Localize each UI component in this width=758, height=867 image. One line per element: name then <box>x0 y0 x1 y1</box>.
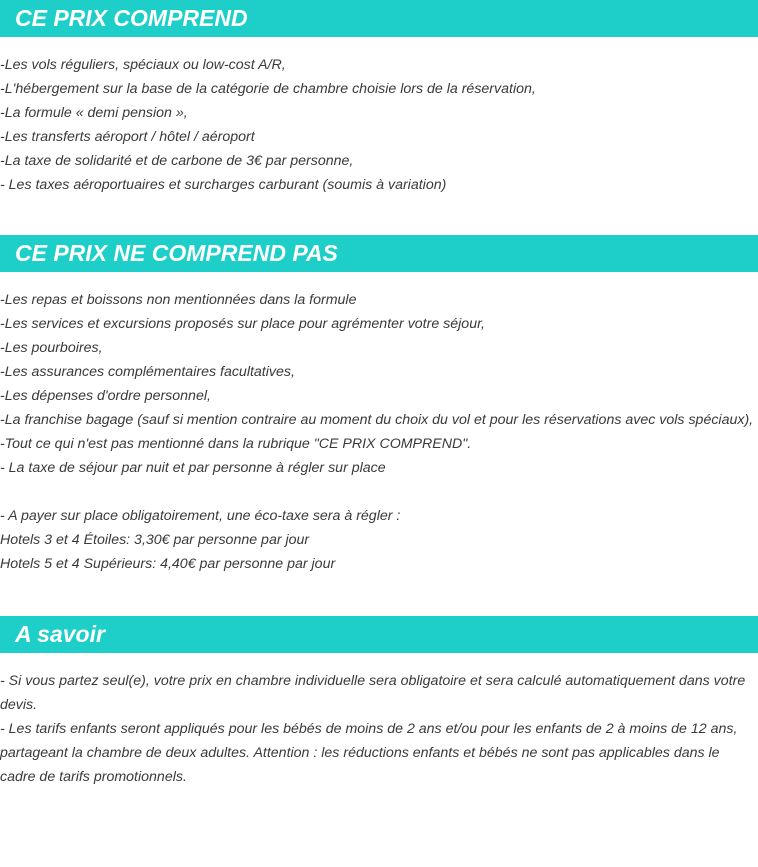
section-body-includes <box>0 37 758 197</box>
list-item: -La formule « demi pension », <box>0 105 188 121</box>
section-header-includes: CE PRIX COMPREND <box>0 0 758 37</box>
section-spacer <box>0 197 758 235</box>
list-item: - La taxe de séjour par nuit et par personne à régler sur place <box>0 460 386 476</box>
section-body-good-to-know <box>0 653 758 789</box>
section-excludes <box>0 235 758 576</box>
section-header-excludes: CE PRIX NE COMPREND PAS <box>0 235 758 272</box>
list-item: -La franchise bagage (sauf si mention contraire au moment du choix du vol et pour les réservations avec vols spéciaux), <box>0 412 754 428</box>
list-item-blank <box>0 480 758 504</box>
list-item: -Les repas et boissons non mentionnées dans la formule <box>0 292 357 308</box>
list-item: -Les services et excursions proposés sur place pour agrémenter votre séjour, <box>0 316 485 332</box>
list-item: -Les vols réguliers, spéciaux ou low-cost A/R, <box>0 57 286 73</box>
section-header-good-to-know: A savoir <box>0 616 758 653</box>
paragraph: - Si vous partez seul(e), votre prix en chambre individuelle sera obligatoire et sera calculé automatiquement dans votre devis. <box>0 673 746 713</box>
list-item: - A payer sur place obligatoirement, une éco-taxe sera à régler : <box>0 508 401 524</box>
list-item: -Les transferts aéroport / hôtel / aéroport <box>0 129 255 145</box>
list-item: -Les assurances complémentaires facultatives, <box>0 364 295 380</box>
list-item: -La taxe de solidarité et de carbone de 3€ par personne, <box>0 153 354 169</box>
section-body-excludes <box>0 272 758 576</box>
section-spacer <box>0 576 758 616</box>
list-item: -Les pourboires, <box>0 340 103 356</box>
list-item: - Les taxes aéroportuaires et surcharges carburant (soumis à variation) <box>0 177 447 193</box>
list-item: Hotels 5 et 4 Supérieurs: 4,40€ par personne par jour <box>0 556 336 572</box>
list-item: -L'hébergement sur la base de la catégorie de chambre choisie lors de la réservation, <box>0 81 536 97</box>
paragraph: - Les tarifs enfants seront appliqués pour les bébés de moins de 2 ans et/ou pour les enfants de 2 à moins de 12 ans, partageant la chambre de deux adultes. Attention : les réductions enfants et bébés ne sont pas applicables dans le cadre de tarifs promotionnels. <box>0 721 738 785</box>
list-item: -Les dépenses d'ordre personnel, <box>0 388 211 404</box>
section-includes <box>0 0 758 197</box>
list-item: Hotels 3 et 4 Étoiles: 3,30€ par personne par jour <box>0 532 310 548</box>
list-item: -Tout ce qui n'est pas mentionné dans la rubrique "CE PRIX COMPREND". <box>0 436 472 452</box>
section-good-to-know <box>0 616 758 789</box>
